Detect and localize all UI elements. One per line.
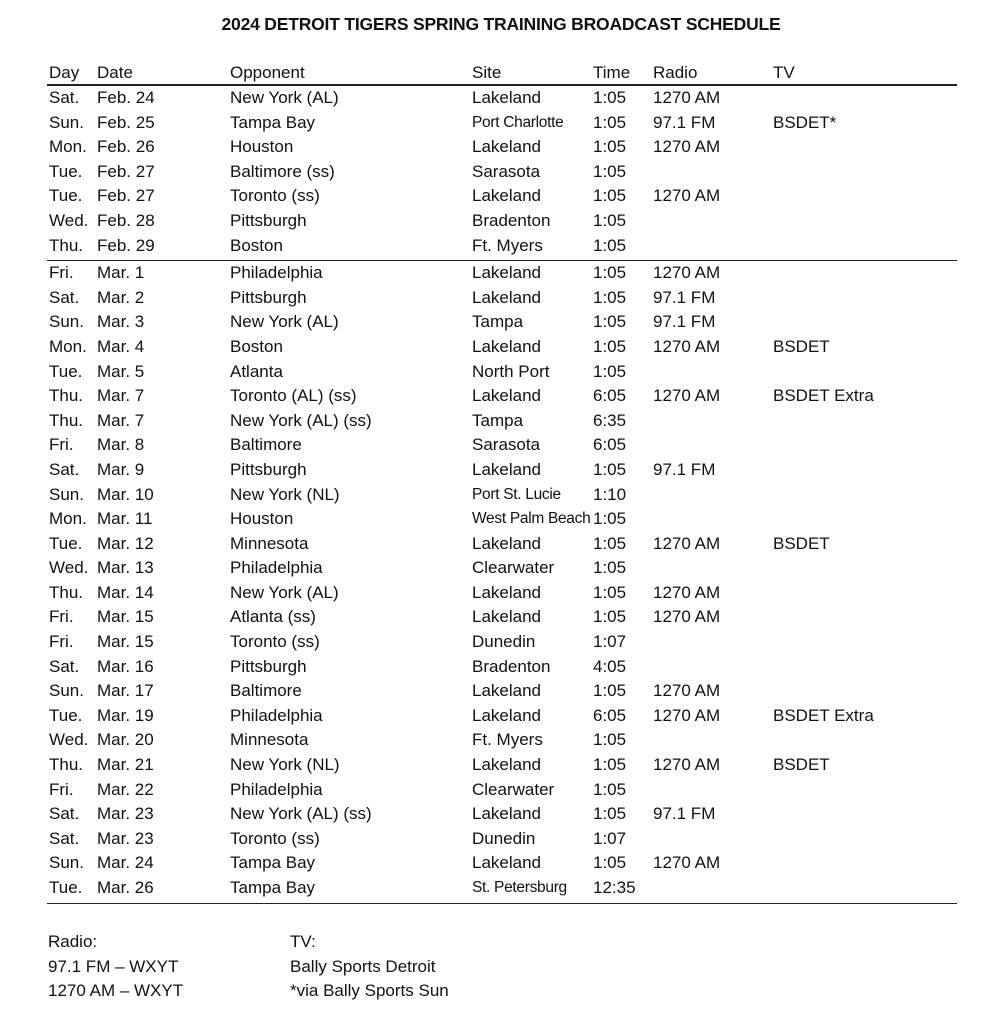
cell-day: Tue.	[49, 361, 83, 381]
table-row	[47, 409, 957, 434]
cell-date: Mar. 20	[97, 730, 154, 750]
cell-site: Sarasota	[472, 161, 541, 181]
table-row	[47, 209, 957, 234]
cell-time: 1:10	[593, 484, 627, 504]
cell-date: Mar. 16	[97, 656, 154, 676]
table-row	[47, 260, 957, 286]
cell-day: Sat.	[49, 828, 80, 848]
cell-radio: 1270 AM	[653, 755, 721, 775]
cell-opponent: New York (AL)	[230, 312, 339, 332]
cell-time: 1:05	[593, 853, 627, 873]
cell-site: Lakeland	[472, 853, 542, 873]
cell-time: 1:05	[593, 361, 627, 381]
cell-opponent: Boston	[230, 235, 283, 255]
cell-time: 1:05	[593, 312, 627, 332]
cell-date: Mar. 14	[97, 582, 154, 602]
cell-date: Mar. 12	[97, 533, 154, 553]
cell-date: Feb. 29	[97, 235, 155, 255]
table-row	[47, 851, 957, 876]
cell-site: North Port	[472, 361, 550, 381]
cell-date: Mar. 4	[97, 336, 145, 356]
cell-opponent: Tampa Bay	[230, 853, 316, 873]
cell-time: 1:07	[593, 828, 627, 848]
table-row	[47, 802, 957, 827]
cell-radio: 1270 AM	[653, 386, 721, 406]
cell-site: Bradenton	[472, 210, 551, 230]
cell-time: 1:05	[593, 137, 627, 157]
cell-opponent: Houston	[230, 509, 294, 529]
cell-site: Dunedin	[472, 632, 536, 652]
cell-opponent: Minnesota	[230, 533, 309, 553]
cell-site: Port Charlotte	[472, 113, 564, 131]
cell-radio: 1270 AM	[653, 681, 721, 701]
cell-day: Fri.	[49, 263, 74, 283]
cell-site: Lakeland	[472, 263, 542, 283]
cell-date: Mar. 26	[97, 878, 154, 897]
cell-day: Sun.	[49, 853, 84, 873]
cell-date: Mar. 17	[97, 681, 154, 701]
cell-date: Mar. 21	[97, 755, 154, 775]
cell-opponent: Houston	[230, 137, 294, 157]
cell-opponent: Atlanta	[230, 361, 283, 381]
cell-day: Fri.	[49, 779, 74, 799]
cell-time: 6:05	[593, 386, 627, 406]
cell-day: Mon.	[49, 137, 87, 157]
cell-time: 6:05	[593, 705, 627, 725]
cell-time: 1:05	[593, 607, 627, 627]
cell-day: Wed.	[49, 730, 89, 750]
cell-site: Bradenton	[472, 656, 551, 676]
cell-radio: 1270 AM	[653, 533, 721, 553]
table-row	[47, 753, 957, 778]
cell-date: Feb. 28	[97, 210, 155, 230]
cell-time: 1:05	[593, 681, 627, 701]
cell-time: 1:05	[593, 88, 627, 107]
cell-opponent: Baltimore	[230, 681, 302, 701]
cell-time: 1:05	[593, 779, 627, 799]
cell-time: 6:35	[593, 410, 627, 430]
tv-legend-line: *via Bally Sports Sun	[290, 981, 449, 1000]
cell-date: Mar. 15	[97, 607, 154, 627]
cell-date: Mar. 7	[97, 386, 145, 406]
cell-site: Lakeland	[472, 386, 542, 406]
schedule-table	[47, 62, 957, 904]
cell-opponent: Pittsburgh	[230, 287, 307, 307]
cell-site: Lakeland	[472, 336, 542, 356]
cell-date: Mar. 11	[97, 509, 153, 529]
cell-date: Feb. 24	[97, 88, 155, 107]
radio-legend-line: 1270 AM – WXYT	[48, 981, 184, 1000]
cell-time: 12:35	[593, 878, 636, 897]
cell-opponent: Philadelphia	[230, 263, 323, 283]
cell-date: Mar. 24	[97, 853, 154, 873]
table-row	[47, 704, 957, 729]
cell-date: Mar. 3	[97, 312, 145, 332]
cell-time: 1:05	[593, 161, 627, 181]
cell-radio: 97.1 FM	[653, 312, 716, 332]
cell-date: Feb. 27	[97, 161, 155, 181]
cell-site: Lakeland	[472, 705, 542, 725]
table-row	[47, 360, 957, 385]
cell-site: Lakeland	[472, 88, 542, 107]
table-row	[47, 433, 957, 458]
cell-site: Lakeland	[472, 287, 542, 307]
table-row	[47, 234, 957, 259]
table-row	[47, 310, 957, 335]
table-row	[47, 532, 957, 557]
cell-opponent: Minnesota	[230, 730, 309, 750]
cell-date: Mar. 15	[97, 632, 154, 652]
cell-time: 6:05	[593, 435, 627, 455]
cell-opponent: Philadelphia	[230, 705, 323, 725]
table-row	[47, 728, 957, 753]
cell-day: Sun.	[49, 112, 84, 132]
cell-tv: BSDET	[773, 533, 830, 553]
cell-radio: 1270 AM	[653, 582, 721, 602]
tv-legend-heading: TV:	[290, 932, 316, 951]
cell-day: Sat.	[49, 804, 80, 824]
cell-radio: 97.1 FM	[653, 804, 716, 824]
cell-date: Mar. 5	[97, 361, 145, 381]
cell-radio: 1270 AM	[653, 263, 721, 283]
cell-day: Sat.	[49, 287, 80, 307]
cell-date: Feb. 27	[97, 186, 155, 206]
cell-time: 1:05	[593, 287, 627, 307]
cell-day: Thu.	[49, 235, 84, 255]
table-row	[47, 876, 957, 901]
cell-opponent: Pittsburgh	[230, 210, 307, 230]
cell-opponent: Atlanta (ss)	[230, 607, 316, 627]
cell-time: 1:05	[593, 263, 627, 283]
cell-time: 1:05	[593, 582, 627, 602]
table-row	[47, 135, 957, 160]
cell-site: Lakeland	[472, 607, 542, 627]
table-header-row	[47, 62, 957, 86]
column-header-opponent: Opponent	[230, 63, 305, 82]
table-row	[47, 507, 957, 532]
table-row	[47, 335, 957, 360]
cell-time: 1:05	[593, 755, 627, 775]
cell-day: Fri.	[49, 435, 74, 455]
cell-date: Mar. 19	[97, 705, 154, 725]
cell-time: 1:05	[593, 336, 627, 356]
table-row	[47, 286, 957, 311]
cell-date: Mar. 2	[97, 287, 145, 307]
cell-radio: 97.1 FM	[653, 112, 716, 132]
cell-opponent: Philadelphia	[230, 779, 323, 799]
column-header-tv: TV	[773, 63, 795, 82]
cell-opponent: Baltimore (ss)	[230, 161, 335, 181]
table-row	[47, 160, 957, 185]
cell-day: Sat.	[49, 656, 80, 676]
cell-day: Sun.	[49, 312, 84, 332]
cell-radio: 1270 AM	[653, 705, 721, 725]
cell-radio: 97.1 FM	[653, 287, 716, 307]
radio-legend-line: 97.1 FM – WXYT	[48, 956, 179, 976]
cell-tv: BSDET Extra	[773, 705, 874, 725]
table-row	[47, 778, 957, 803]
cell-opponent: Boston	[230, 336, 283, 356]
cell-day: Mon.	[49, 336, 87, 356]
cell-site: Sarasota	[472, 435, 541, 455]
cell-day: Tue.	[49, 161, 83, 181]
table-row	[47, 483, 957, 508]
table-row	[47, 556, 957, 581]
cell-day: Tue.	[49, 878, 83, 897]
table-row	[47, 679, 957, 704]
cell-site: Lakeland	[472, 137, 542, 157]
cell-radio: 1270 AM	[653, 336, 721, 356]
cell-radio: 97.1 FM	[653, 459, 716, 479]
cell-time: 1:07	[593, 632, 627, 652]
table-row	[47, 605, 957, 630]
cell-radio: 1270 AM	[653, 853, 721, 873]
cell-opponent: Pittsburgh	[230, 656, 307, 676]
cell-day: Sun.	[49, 484, 84, 504]
cell-time: 1:05	[593, 210, 627, 230]
cell-opponent: Toronto (ss)	[230, 186, 320, 206]
table-row	[47, 827, 957, 852]
cell-opponent: New York (AL) (ss)	[230, 804, 372, 824]
cell-day: Thu.	[49, 386, 84, 406]
tv-legend-line: Bally Sports Detroit	[290, 956, 436, 976]
cell-site: Tampa	[472, 410, 524, 430]
cell-date: Mar. 1	[97, 263, 145, 283]
cell-date: Mar. 23	[97, 828, 154, 848]
cell-day: Thu.	[49, 755, 84, 775]
tv-legend	[290, 930, 449, 1004]
cell-date: Mar. 7	[97, 410, 145, 430]
cell-day: Tue.	[49, 186, 83, 206]
cell-radio: 1270 AM	[653, 88, 721, 107]
cell-time: 1:05	[593, 730, 627, 750]
column-header-date: Date	[97, 63, 133, 82]
cell-site: St. Petersburg	[472, 879, 567, 896]
cell-tv: BSDET	[773, 755, 830, 775]
column-header-radio: Radio	[653, 63, 698, 82]
cell-site: Lakeland	[472, 755, 542, 775]
table-row	[47, 581, 957, 606]
radio-legend-heading: Radio:	[48, 932, 98, 951]
cell-opponent: Toronto (ss)	[230, 828, 320, 848]
cell-site: Tampa	[472, 312, 524, 332]
cell-time: 1:05	[593, 509, 627, 529]
cell-site: Ft. Myers	[472, 730, 543, 750]
cell-date: Mar. 23	[97, 804, 154, 824]
table-row	[47, 184, 957, 209]
cell-day: Sun.	[49, 681, 84, 701]
cell-day: Tue.	[49, 533, 83, 553]
cell-site: Lakeland	[472, 186, 542, 206]
cell-day: Wed.	[49, 210, 89, 230]
cell-site: Lakeland	[472, 459, 542, 479]
cell-opponent: New York (NL)	[230, 755, 340, 775]
cell-time: 1:05	[593, 533, 627, 553]
table-row	[47, 458, 957, 483]
cell-date: Feb. 25	[97, 112, 155, 132]
page-title: 2024 DETROIT TIGERS SPRING TRAINING BROADCAST SCHEDULE	[221, 14, 781, 34]
cell-opponent: New York (NL)	[230, 484, 340, 504]
table-row	[47, 384, 957, 409]
cell-time: 1:05	[593, 558, 627, 578]
cell-date: Mar. 10	[97, 484, 154, 504]
cell-day: Fri.	[49, 607, 74, 627]
cell-date: Mar. 22	[97, 779, 154, 799]
cell-opponent: New York (AL)	[230, 88, 339, 107]
cell-site: Lakeland	[472, 582, 542, 602]
cell-opponent: Pittsburgh	[230, 459, 307, 479]
cell-radio: 1270 AM	[653, 137, 721, 157]
cell-site: Dunedin	[472, 828, 536, 848]
cell-site: Port St. Lucie	[472, 485, 561, 503]
column-header-time: Time	[593, 63, 631, 82]
cell-time: 1:05	[593, 112, 627, 132]
cell-site: Ft. Myers	[472, 235, 543, 255]
cell-radio: 1270 AM	[653, 186, 721, 206]
cell-opponent: New York (AL) (ss)	[230, 410, 372, 430]
cell-day: Mon.	[49, 509, 87, 529]
table-row	[47, 111, 957, 136]
cell-day: Thu.	[49, 410, 84, 430]
cell-time: 1:05	[593, 459, 627, 479]
cell-site: Clearwater	[472, 558, 555, 578]
table-body	[47, 86, 957, 901]
cell-date: Mar. 8	[97, 435, 145, 455]
table-row	[47, 86, 957, 111]
cell-site: Lakeland	[472, 681, 542, 701]
table-row	[47, 630, 957, 655]
cell-day: Wed.	[49, 558, 89, 578]
cell-site: West Palm Beach	[472, 510, 591, 528]
cell-opponent: Tampa Bay	[230, 878, 316, 897]
cell-tv: BSDET Extra	[773, 386, 874, 406]
table-bottom-rule	[47, 901, 957, 904]
cell-opponent: Toronto (ss)	[230, 632, 320, 652]
cell-date: Mar. 13	[97, 558, 154, 578]
column-header-day: Day	[49, 63, 80, 82]
cell-site: Clearwater	[472, 779, 555, 799]
table-row	[47, 655, 957, 680]
cell-opponent: Baltimore	[230, 435, 302, 455]
column-header-site: Site	[472, 63, 502, 82]
cell-day: Sat.	[49, 88, 80, 107]
cell-time: 1:05	[593, 186, 627, 206]
radio-legend	[48, 930, 183, 1004]
cell-opponent: Toronto (AL) (ss)	[230, 386, 357, 406]
cell-tv: BSDET*	[773, 112, 837, 132]
cell-time: 1:05	[593, 235, 627, 255]
cell-site: Lakeland	[472, 533, 542, 553]
cell-site: Lakeland	[472, 804, 542, 824]
cell-opponent: Philadelphia	[230, 558, 323, 578]
cell-radio: 1270 AM	[653, 607, 721, 627]
cell-day: Sat.	[49, 459, 80, 479]
cell-opponent: Tampa Bay	[230, 112, 316, 132]
cell-opponent: New York (AL)	[230, 582, 339, 602]
cell-time: 1:05	[593, 804, 627, 824]
cell-day: Thu.	[49, 582, 84, 602]
cell-tv: BSDET	[773, 336, 830, 356]
cell-day: Fri.	[49, 632, 74, 652]
cell-date: Feb. 26	[97, 137, 155, 157]
cell-day: Tue.	[49, 705, 83, 725]
cell-date: Mar. 9	[97, 459, 145, 479]
cell-time: 4:05	[593, 656, 627, 676]
